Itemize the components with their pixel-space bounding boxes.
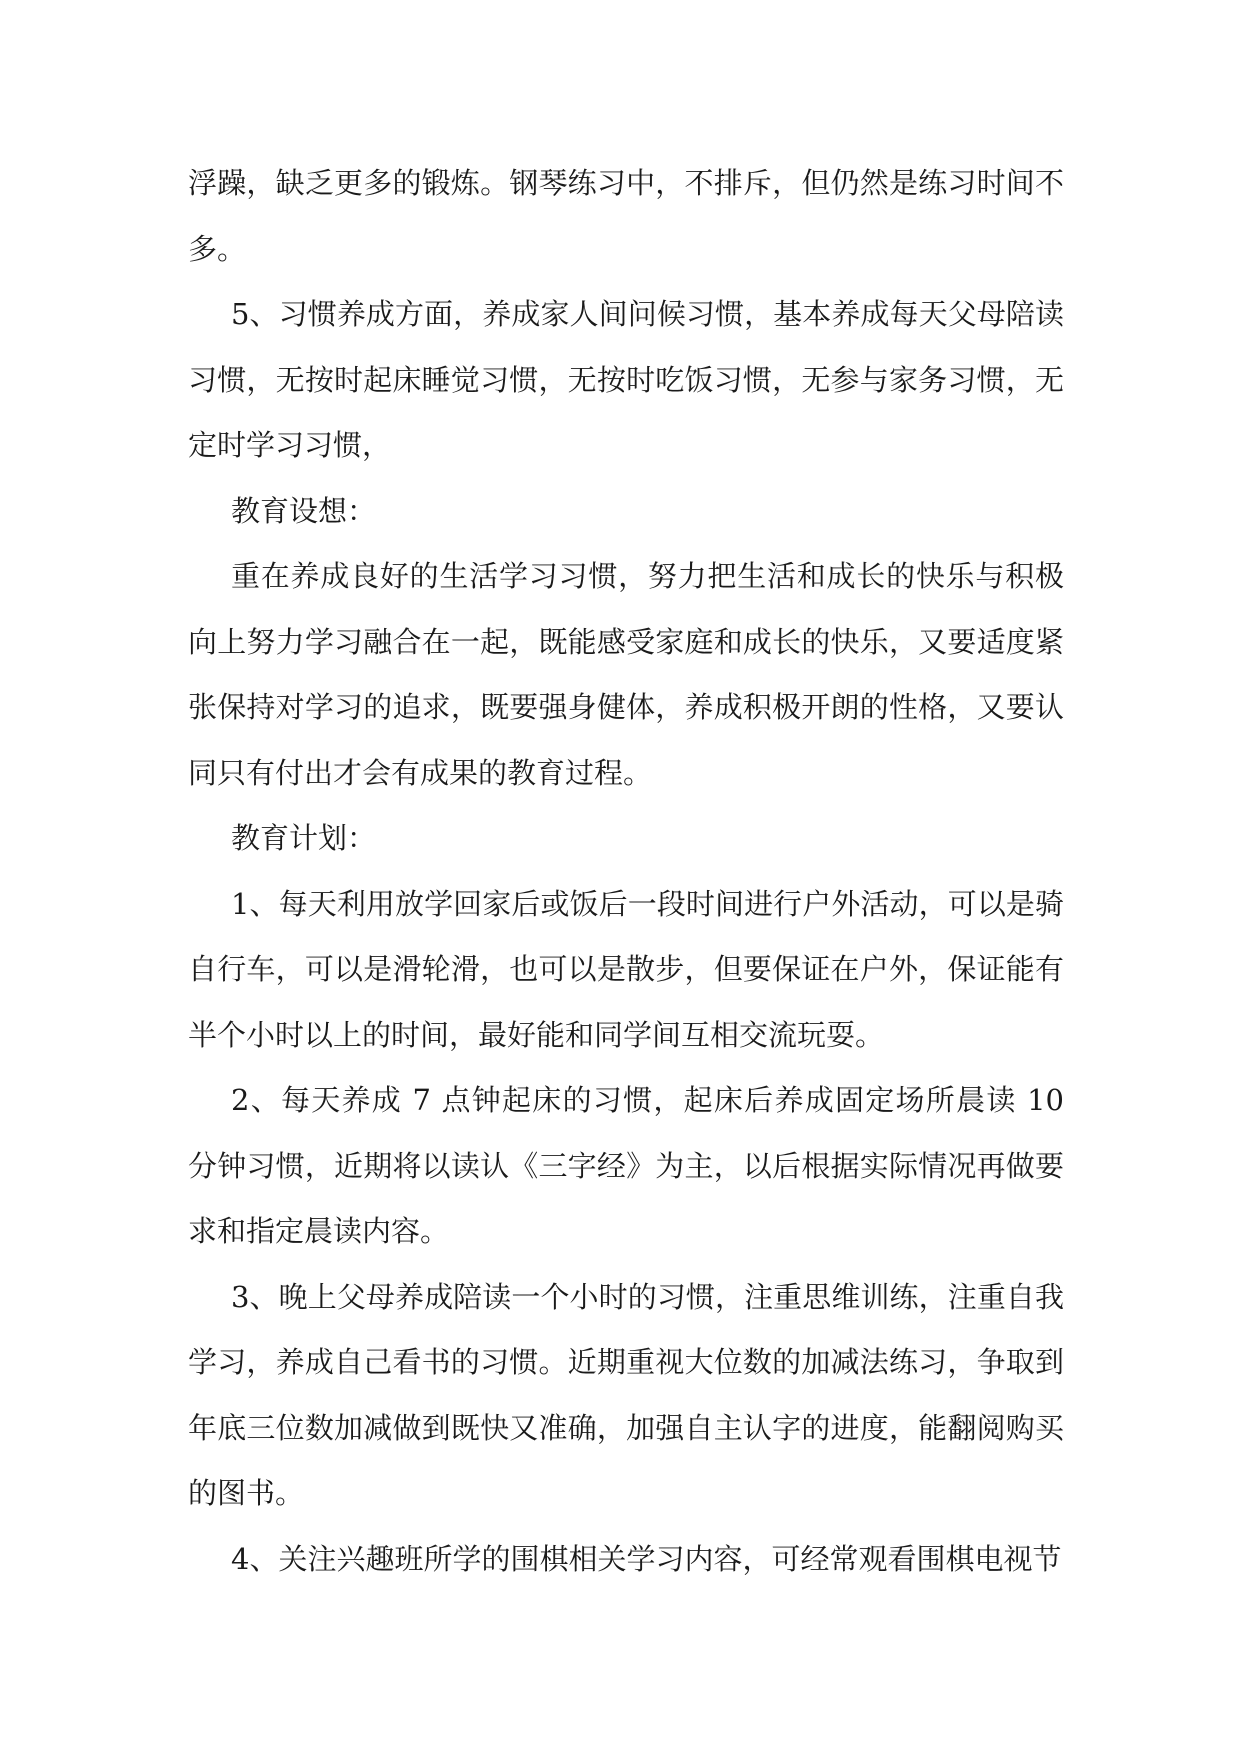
paragraph-plan-item-1: 1、每天利用放学回家后或饭后一段时间进行户外活动，可以是骑自行车，可以是滑轮滑，也可以是散步，但要保证在户外，保证能有半个小时以上的时间，最好能和同学间互相交流玩耍。 [188,886,1064,1052]
paragraph-education-idea: 重在养成良好的生活学习习惯，努力把生活和成长的快乐与积极向上努力学习融合在一起，既能感受家庭和成长的快乐，又要适度紧张保持对学习的追求，既要强身健体，养成积极开朗的性格，又要认同只有付出才会有成果的教育过程。 [188,559,1064,790]
heading-education-idea: 教育设想： [231,493,377,528]
document-body [188,151,1064,1592]
paragraph-plan-item-3: 3、晚上父母养成陪读一个小时的习惯，注重思维训练，注重自我学习，养成自己看书的习惯。近期重视大位数的加减法练习，争取到年底三位数加减做到既快又准确，加强自主认字的进度，能翻阅购买的图书。 [188,1279,1064,1510]
paragraph-plan-item-4: 4、关注兴趣班所学的围棋相关学习内容，可经常观看围棋电视节 [231,1541,1062,1576]
heading-education-plan: 教育计划： [231,821,377,855]
paragraph-continuation: 浮躁，缺乏更多的锻炼。钢琴练习中，不排斥，但仍然是练习时间不多。 [188,166,1064,266]
paragraph-habits: 5、习惯养成方面，养成家人间问候习惯，基本养成每天父母陪读习惯，无按时起床睡觉习惯，无按时吃饭习惯，无参与家务习惯，无定时学习习惯， [188,297,1064,462]
paragraph-plan-item-2: 2、每天养成 7 点钟起床的习惯，起床后养成固定场所晨读 10 分钟习惯，近期将以读认《三字经》为主，以后根据实际情况再做要求和指定晨读内容。 [188,1083,1064,1248]
